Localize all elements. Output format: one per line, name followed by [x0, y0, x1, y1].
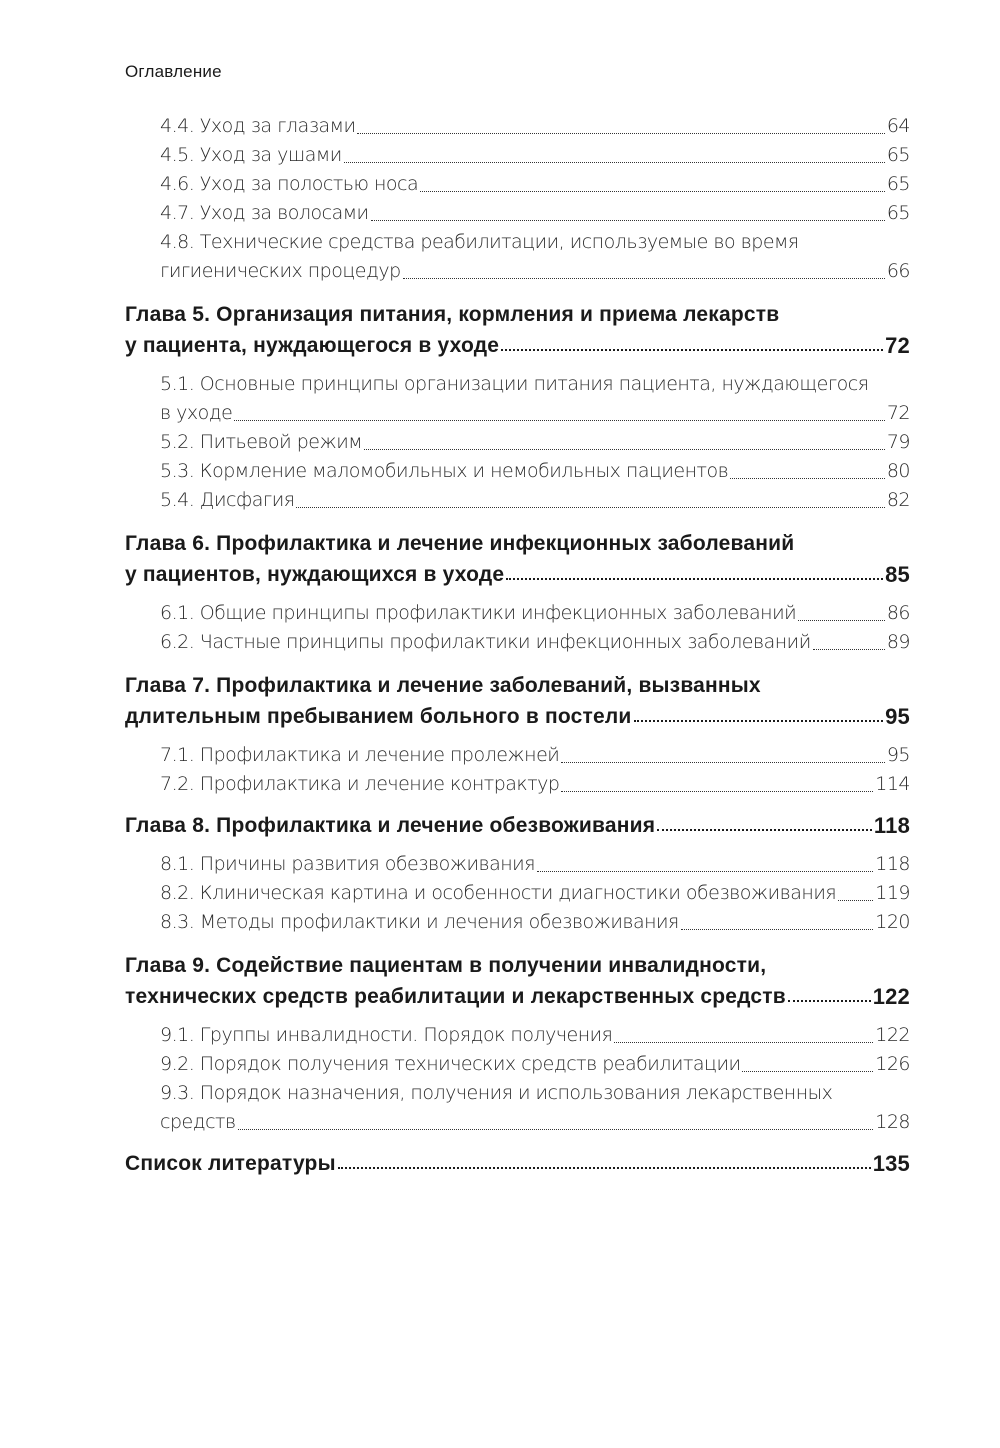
- table-of-contents: [125, 112, 910, 1188]
- chapter-page: 85: [885, 562, 910, 587]
- toc-entry-page: 119: [875, 882, 910, 904]
- dot-leader: [798, 620, 885, 621]
- chapter-title-line2: длительным пребыванием больного в постели: [125, 705, 632, 728]
- toc-entry-page: 65: [886, 173, 910, 195]
- toc-entry-5-2[interactable]: [125, 428, 910, 457]
- chapter-title-line2: технических средств реабилитации и лекарственных средств: [125, 985, 786, 1008]
- chapter-page: 118: [873, 813, 910, 838]
- toc-entry-title: 4.5. Уход за ушами: [160, 144, 342, 166]
- dot-leader: [403, 278, 885, 279]
- chapter-7-heading[interactable]: [125, 669, 910, 731]
- dot-leader: [238, 1129, 874, 1130]
- dot-leader: [296, 507, 884, 508]
- toc-entry-7-2[interactable]: [125, 770, 910, 799]
- toc-entry-title-line1: 4.8. Технические средства реабилитации, используемые во время: [160, 231, 799, 253]
- chapter-6-heading[interactable]: [125, 527, 910, 589]
- toc-entry-title: 5.4. Дисфагия: [160, 489, 295, 511]
- chapter-title-line1: Глава 7. Профилактика и лечение заболеваний, вызванных: [125, 674, 761, 697]
- chapter-8-heading[interactable]: [125, 811, 910, 840]
- toc-entry-title: 5.3. Кормление маломобильных и немобильных пациентов: [160, 460, 729, 482]
- toc-entry-page: 66: [886, 260, 910, 282]
- dot-leader: [813, 649, 885, 650]
- toc-entry-title: 4.7. Уход за волосами: [160, 202, 369, 224]
- dot-leader: [506, 578, 883, 580]
- chapter-9-subsections: [125, 1021, 910, 1137]
- dot-leader: [420, 191, 885, 192]
- dot-leader: [788, 1000, 871, 1002]
- toc-entry-page: 72: [886, 402, 910, 424]
- chapter-page: 95: [885, 704, 910, 729]
- toc-entry-title: 9.1. Группы инвалидности. Порядок получения: [160, 1024, 613, 1046]
- toc-entry-page: 114: [875, 773, 910, 795]
- dot-leader: [371, 220, 885, 221]
- toc-entry-page: 79: [886, 431, 910, 453]
- toc-entry-page: 65: [886, 202, 910, 224]
- chapter-5-heading[interactable]: [125, 298, 910, 360]
- dot-leader: [537, 871, 873, 872]
- toc-entry-page: 86: [886, 602, 910, 624]
- toc-entry-title: 4.4. Уход за глазами: [160, 115, 356, 137]
- chapter-title-line1: Глава 9. Содействие пациентам в получении инвалидности,: [125, 954, 767, 977]
- toc-entry-9-1[interactable]: [125, 1021, 910, 1050]
- dot-leader: [657, 829, 872, 831]
- toc-entry-6-2[interactable]: [125, 628, 910, 657]
- dot-leader: [357, 133, 884, 134]
- dot-leader: [234, 420, 884, 421]
- toc-entry-4-7[interactable]: [125, 199, 910, 228]
- chapter-title: Глава 8. Профилактика и лечение обезвоживания: [125, 814, 656, 837]
- toc-entry-page: 80: [886, 460, 910, 482]
- chapter-title-line1: Глава 6. Профилактика и лечение инфекционных заболеваний: [125, 532, 795, 555]
- toc-entry-5-3[interactable]: [125, 457, 910, 486]
- chapter-4-subsections: [125, 112, 910, 286]
- toc-entry-title: 6.1. Общие принципы профилактики инфекционных заболеваний: [160, 602, 797, 624]
- dot-leader: [561, 762, 885, 763]
- page-header-title: Оглавление: [125, 62, 222, 81]
- toc-entry-title-line1: 5.1. Основные принципы организации питания пациента, нуждающегося: [160, 373, 869, 395]
- references-heading[interactable]: [125, 1149, 910, 1178]
- toc-entry-title: 4.6. Уход за полостью носа: [160, 173, 419, 195]
- toc-entry-4-6[interactable]: [125, 170, 910, 199]
- toc-entry-title-line2: гигиенических процедур: [160, 260, 401, 282]
- toc-entry-page: 82: [886, 489, 910, 511]
- chapter-5-subsections: [125, 370, 910, 515]
- chapter-9-heading[interactable]: [125, 949, 910, 1011]
- toc-entry-title: 8.3. Методы профилактики и лечения обезвоживания: [160, 911, 679, 933]
- toc-entry-title: 6.2. Частные принципы профилактики инфекционных заболеваний: [160, 631, 811, 653]
- toc-entry-page: 126: [875, 1053, 910, 1075]
- toc-entry-title: 9.2. Порядок получения технических средств реабилитации: [160, 1053, 741, 1075]
- toc-entry-6-1[interactable]: [125, 599, 910, 628]
- dot-leader: [838, 900, 873, 901]
- references-title: Список литературы: [125, 1152, 336, 1175]
- toc-entry-page: 64: [886, 115, 910, 137]
- toc-entry-page: 120: [875, 911, 910, 933]
- toc-entry-page: 65: [886, 144, 910, 166]
- toc-entry-title: 7.2. Профилактика и лечение контрактур: [160, 773, 560, 795]
- toc-entry-9-3[interactable]: [125, 1079, 910, 1137]
- toc-entry-8-1[interactable]: [125, 850, 910, 879]
- toc-entry-page: 128: [875, 1111, 910, 1133]
- toc-entry-page: 118: [875, 853, 910, 875]
- dot-leader: [614, 1042, 873, 1043]
- dot-leader: [344, 162, 885, 163]
- toc-entry-7-1[interactable]: [125, 741, 910, 770]
- toc-entry-title: 5.2. Питьевой режим: [160, 431, 363, 453]
- dot-leader: [730, 478, 885, 479]
- toc-entry-4-4[interactable]: [125, 112, 910, 141]
- chapter-title-line2: у пациента, нуждающегося в уходе: [125, 334, 500, 357]
- dot-leader: [561, 791, 873, 792]
- toc-entry-5-1[interactable]: [125, 370, 910, 428]
- toc-entry-page: 122: [875, 1024, 910, 1046]
- toc-entry-8-3[interactable]: [125, 908, 910, 937]
- dot-leader: [681, 929, 873, 930]
- toc-entry-title: 8.1. Причины развития обезвоживания: [160, 853, 535, 875]
- chapter-title-line1: Глава 5. Организация питания, кормления и приема лекарств: [125, 303, 780, 326]
- dot-leader: [338, 1167, 871, 1169]
- chapter-page: 72: [885, 333, 910, 358]
- toc-entry-title: 8.2. Клиническая картина и особенности диагностики обезвоживания: [160, 882, 837, 904]
- chapter-6-subsections: [125, 599, 910, 657]
- toc-entry-5-4[interactable]: [125, 486, 910, 515]
- dot-leader: [634, 720, 884, 722]
- chapter-8-subsections: [125, 850, 910, 937]
- toc-entry-9-2[interactable]: [125, 1050, 910, 1079]
- dot-leader: [364, 449, 885, 450]
- dot-leader: [501, 349, 883, 351]
- toc-entry-title-line2: средств: [160, 1111, 236, 1133]
- chapter-7-subsections: [125, 741, 910, 799]
- chapter-title-line2: у пациентов, нуждающихся в уходе: [125, 563, 505, 586]
- toc-entry-title-line1: 9.3. Порядок назначения, получения и использования лекарственных: [160, 1082, 833, 1104]
- toc-entry-page: 95: [886, 744, 910, 766]
- toc-entry-page: 89: [886, 631, 910, 653]
- chapter-page: 122: [872, 984, 910, 1009]
- toc-entry-4-5[interactable]: [125, 141, 910, 170]
- toc-entry-title-line2: в уходе: [160, 402, 233, 424]
- toc-entry-title: 7.1. Профилактика и лечение пролежней: [160, 744, 560, 766]
- dot-leader: [742, 1071, 873, 1072]
- references-page: 135: [872, 1151, 910, 1176]
- toc-entry-8-2[interactable]: [125, 879, 910, 908]
- toc-entry-4-8[interactable]: [125, 228, 910, 286]
